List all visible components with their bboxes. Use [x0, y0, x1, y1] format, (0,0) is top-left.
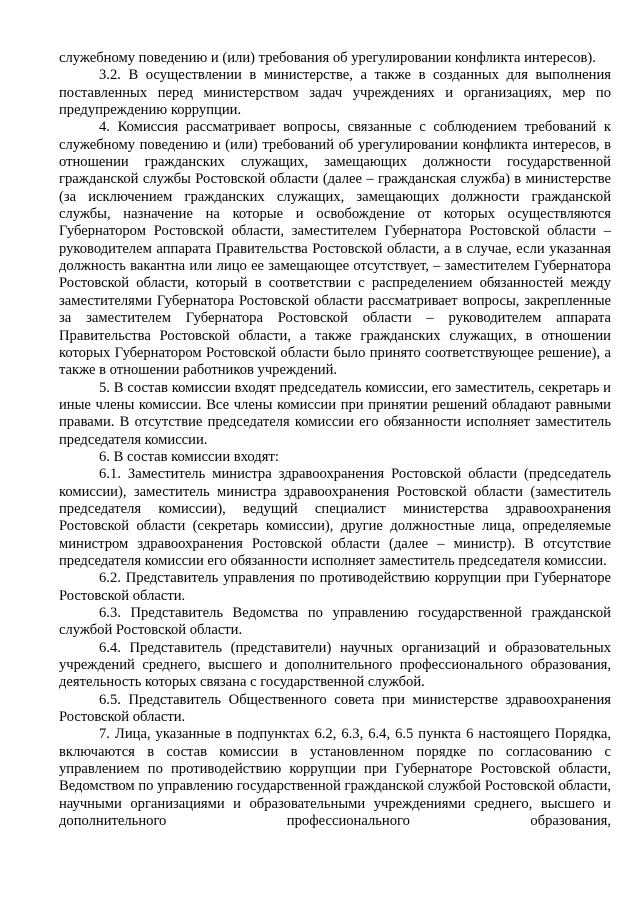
paragraph-5: 5. В состав комиссии входят председатель комиссии, его заместитель, секретарь и иные члены комиссии. Все члены комиссии при принятии решений обладают равными правами. В отсутствие председателя комиссии его обязанности исполняет заместитель председателя комиссии.	[59, 379, 611, 448]
paragraph-conflict-of-interest-end: служебному поведению и (или) требования об урегулировании конфликта интересов).	[59, 50, 596, 66]
paragraph-6-4: 6.4. Представитель (представители) научных организаций и образовательных учреждений среднего, высшего и дополнительного профессионального образования, деятельность которых связана с государственной службой.	[59, 639, 611, 691]
paragraph-6-5: 6.5. Представитель Общественного совета при министерстве здравоохранения Ростовской области.	[59, 691, 611, 726]
paragraph-6-3: 6.3. Представитель Ведомства по управлению государственной гражданской службой Ростовской области.	[59, 605, 611, 639]
paragraph-7: 7. Лица, указанные в подпунктах 6.2, 6.3, 6.4, 6.5 пункта 6 настоящего Порядка, включаются в состав комиссии в установленном порядке по согласованию с управлением по противодействию коррупции при Губернаторе Ростовской области, Ведомством по управлению государственной гражданской службой Ростовской области, научными организациями и образовательными учреждениями среднего, высшего и дополнительного профессионального образования,	[59, 726, 611, 830]
paragraph-6-2: 6.2. Представитель управления по противодействию коррупции при Губернаторе Ростовской области.	[59, 570, 611, 604]
paragraph-3-2: 3.2. В осуществлении в министерстве, а также в созданных для выполнения поставленных перед министерством задач учреждениях и организациях, мер по предупреждению коррупции.	[59, 67, 611, 119]
paragraph-4: 4. Комиссия рассматривает вопросы, связанные с соблюдением требований к служебному поведению и (или) требований об урегулировании конфликта интересов, в отношении гражданских служащих, замещающих должности государственной гражданской службы Ростовской области (далее – гражданская служба) в министерстве (за исключением гражданских служащих, замещающих должности гражданской службы, назначение на которые и освобождение от которых осуществляются Губернатором Ростовской области, заместителем Губернатора Ростовской области – руководителем аппарата Правительства Ростовской области, а в случае, если указанная должность вакантна или лицо ее замещающее отсутствует, – заместителем Губернатора Ростовской области, который в соответствии с распределением обязанностей между заместителями Губернатора Ростовской области рассматривает вопросы, закрепленные за заместителем Губернатора Ростовской области – руководителем аппарата Правительства Ростовской области, а также гражданских служащих, в отношении которых Губернатором Ростовской области было принято соответствующее решение), а также в отношении работников учреждений.	[59, 119, 611, 379]
document-page	[59, 50, 611, 830]
paragraph-6: 6. В состав комиссии входят:	[99, 448, 279, 465]
paragraph-6-1: 6.1. Заместитель министра здравоохранения Ростовской области (председатель комиссии), заместитель министра здравоохранения Ростовской области (заместитель председателя комиссии), ведущий специалист министерства здравоохранения Ростовской области (секретарь комиссии), другие должностные лица, определяемые министром здравоохранения Ростовской области (далее – министр). В отсутствие председателя комиссии его обязанности исполняет заместитель председателя комиссии.	[59, 466, 611, 569]
